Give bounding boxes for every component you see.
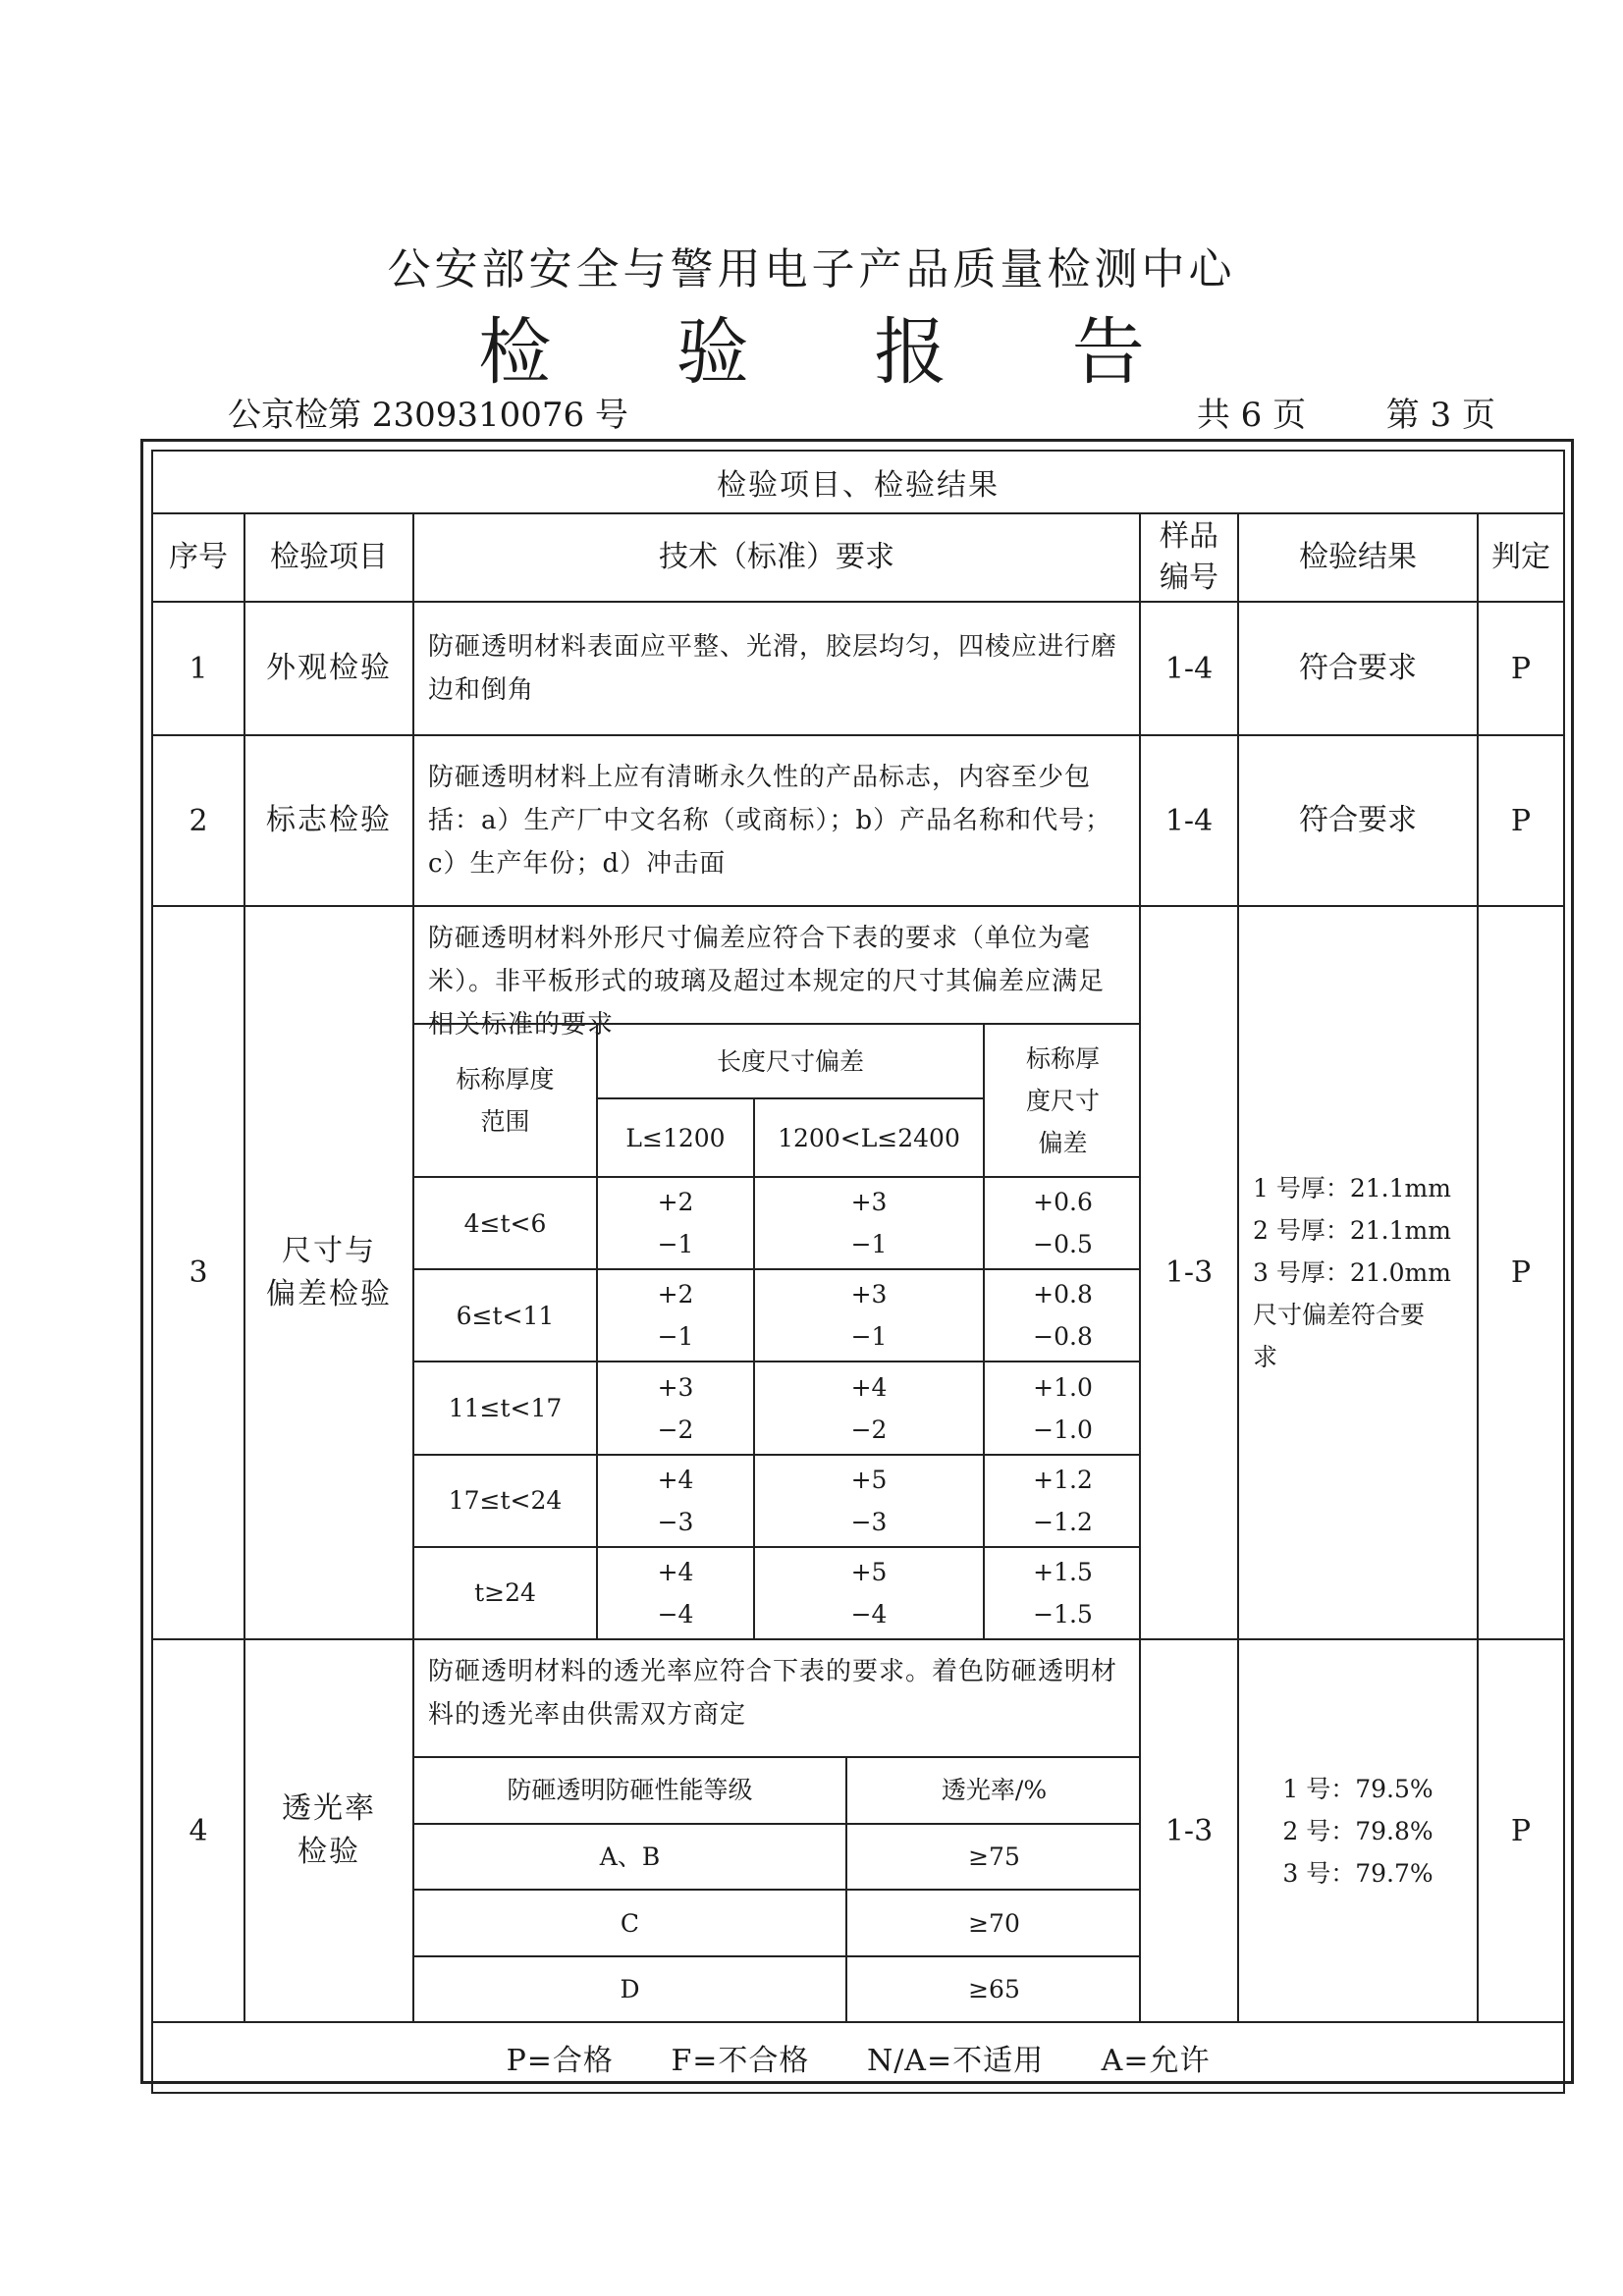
row-sample: 1-3 [1140,906,1238,1639]
row-requirement [413,906,1140,1639]
report-title: 检 验 报 告 [478,310,1196,395]
table-row [152,735,1564,906]
sub-header-thickness-line2: 范围 [480,1107,530,1136]
result-line: 求 [1253,1343,1278,1371]
row-result: 符合要求 [1238,602,1478,735]
row-item: 外观检验 [244,602,413,735]
row-result [1238,1639,1478,2022]
sub-row [414,1956,1141,2021]
row-item: 标志检验 [244,735,413,906]
page-count: 共 6 页 [1196,396,1307,435]
header-sample [1140,513,1238,602]
result-line: 1 号厚：21.1mm [1253,1174,1451,1202]
row-judgment: P [1478,602,1564,735]
sub-grade: A、B [414,1824,846,1891]
sub-row [414,1890,1141,1956]
dimension-deviation-table [414,1023,1141,1638]
header-requirement: 技术（标准）要求 [413,513,1140,602]
row-item-line1: 透光率 [282,1791,376,1826]
sub-l2-dev: +3 −1 [754,1177,984,1269]
legend [152,2022,1564,2093]
sub-t-dev: +0.8 −0.8 [984,1269,1141,1362]
legend-fail: F=不合格 [671,2044,810,2078]
row-judgment: P [1478,906,1564,1639]
sub-header-thickness-line1: 标称厚度 [456,1065,555,1094]
sub-t-dev: +1.5 −1.5 [984,1547,1141,1638]
row-seq: 3 [152,906,244,1639]
sub-grade: D [414,1956,846,2021]
sub-transmittance: ≥70 [846,1890,1141,1956]
row-item-line2: 偏差检验 [266,1276,392,1311]
row-judgment: P [1478,735,1564,906]
legend-na: N/A=不适用 [866,2044,1045,2078]
sub-range: 6≤t<11 [414,1269,597,1362]
page-number: 第 3 页 [1385,396,1495,435]
sub-t-dev: +0.6 −0.5 [984,1177,1141,1269]
sub-row [414,1362,1141,1454]
result-line: 2 号厚：21.1mm [1253,1216,1451,1245]
sub-header-tdev-line1: 标称厚 [1026,1043,1101,1073]
report-number: 公京检第 2309310076 号 [228,396,628,435]
sub-row [414,1177,1141,1269]
sub-range: 4≤t<6 [414,1177,597,1269]
row-item-line2: 检验 [298,1835,360,1869]
row-item [244,1639,413,2022]
row-sample: 1-3 [1140,1639,1238,2022]
sub-header-length: 长度尺寸偏差 [597,1024,984,1098]
row-sample: 1-4 [1140,602,1238,735]
sub-header-l2: 1200<L≤2400 [754,1098,984,1177]
sub-range: 17≤t<24 [414,1455,597,1547]
row-sample: 1-4 [1140,735,1238,906]
header-sample-line1: 样品 [1160,519,1218,554]
legend-pass: P=合格 [506,2044,614,2078]
result-line: 2 号：79.8% [1282,1816,1434,1845]
sub-header-transmittance: 透光率/% [846,1757,1141,1824]
table-row [152,1639,1564,2022]
sub-grade: C [414,1890,846,1956]
header-result: 检验结果 [1238,513,1478,602]
row-seq: 1 [152,602,244,735]
sub-row [414,1269,1141,1362]
row-judgment: P [1478,1639,1564,2022]
sub-range: 11≤t<17 [414,1362,597,1454]
sub-row [414,1455,1141,1547]
sub-l1-dev: +3 −2 [597,1362,754,1454]
row-seq: 4 [152,1639,244,2022]
header-judgment: 判定 [1478,513,1564,602]
sub-l1-dev: +2 −1 [597,1269,754,1362]
section-title: 检验项目、检验结果 [152,451,1564,513]
results-table [151,450,1565,2094]
sub-transmittance: ≥75 [846,1824,1141,1891]
report-frame [140,439,1574,2084]
row-result: 符合要求 [1238,735,1478,906]
sub-l2-dev: +4 −2 [754,1362,984,1454]
sub-t-dev: +1.2 −1.2 [984,1455,1141,1547]
sub-l2-dev: +5 −3 [754,1455,984,1547]
table-row [152,602,1564,735]
header-item: 检验项目 [244,513,413,602]
result-line: 3 号厚：21.0mm [1253,1258,1451,1287]
sub-range: t≥24 [414,1547,597,1638]
sub-header-l1: L≤1200 [597,1098,754,1177]
sub-header-thickness [414,1024,597,1177]
sub-header-tdev-line2: 度尺寸 [1026,1086,1101,1115]
sub-transmittance: ≥65 [846,1956,1141,2021]
legend-allowed: A=允许 [1101,2044,1211,2078]
organization-name: 公安部安全与警用电子产品质量检测中心 [387,244,1236,294]
sub-row [414,1824,1141,1891]
row-requirement: 防砸透明材料表面应平整、光滑，胶层均匀，四棱应进行磨边和倒角 [413,602,1140,735]
sub-l2-dev: +3 −1 [754,1269,984,1362]
sub-row [414,1547,1141,1638]
header-sample-line2: 编号 [1160,561,1218,595]
header-row [152,513,1564,602]
sub-header-thickness-deviation [984,1024,1141,1177]
result-line: 1 号：79.5% [1282,1774,1434,1803]
page-info [1197,388,1495,436]
sub-t-dev: +1.0 −1.0 [984,1362,1141,1454]
sub-l1-dev: +4 −3 [597,1455,754,1547]
sub-header-tdev-line3: 偏差 [1038,1128,1088,1157]
row-item-line1: 尺寸与 [282,1233,376,1268]
sub-header-grade: 防砸透明防砸性能等级 [414,1757,846,1824]
row-requirement-text: 防砸透明材料的透光率应符合下表的要求。着色防砸透明材料的透光率由供需双方商定 [428,1657,1118,1730]
row-seq: 2 [152,735,244,906]
row-requirement: 防砸透明材料上应有清晰永久性的产品标志，内容至少包括：a）生产厂中文名称（或商标）；b）产品名称和代号；c）生产年份；d）冲击面 [413,735,1140,906]
transmittance-table [414,1756,1141,2021]
row-requirement [413,1639,1140,2022]
header-seq: 序号 [152,513,244,602]
row-item [244,906,413,1639]
row-requirement-text: 防砸透明材料外形尺寸偏差应符合下表的要求（单位为毫米）。非平板形式的玻璃及超过本规定的尺寸其偏差应满足相关标准的要求 [428,924,1106,1040]
table-row [152,906,1564,1639]
sub-l1-dev: +2 −1 [597,1177,754,1269]
result-line: 尺寸偏差符合要 [1253,1301,1426,1329]
result-line: 3 号：79.7% [1282,1858,1434,1888]
sub-l1-dev: +4 −4 [597,1547,754,1638]
sub-l2-dev: +5 −4 [754,1547,984,1638]
row-result [1238,906,1478,1639]
